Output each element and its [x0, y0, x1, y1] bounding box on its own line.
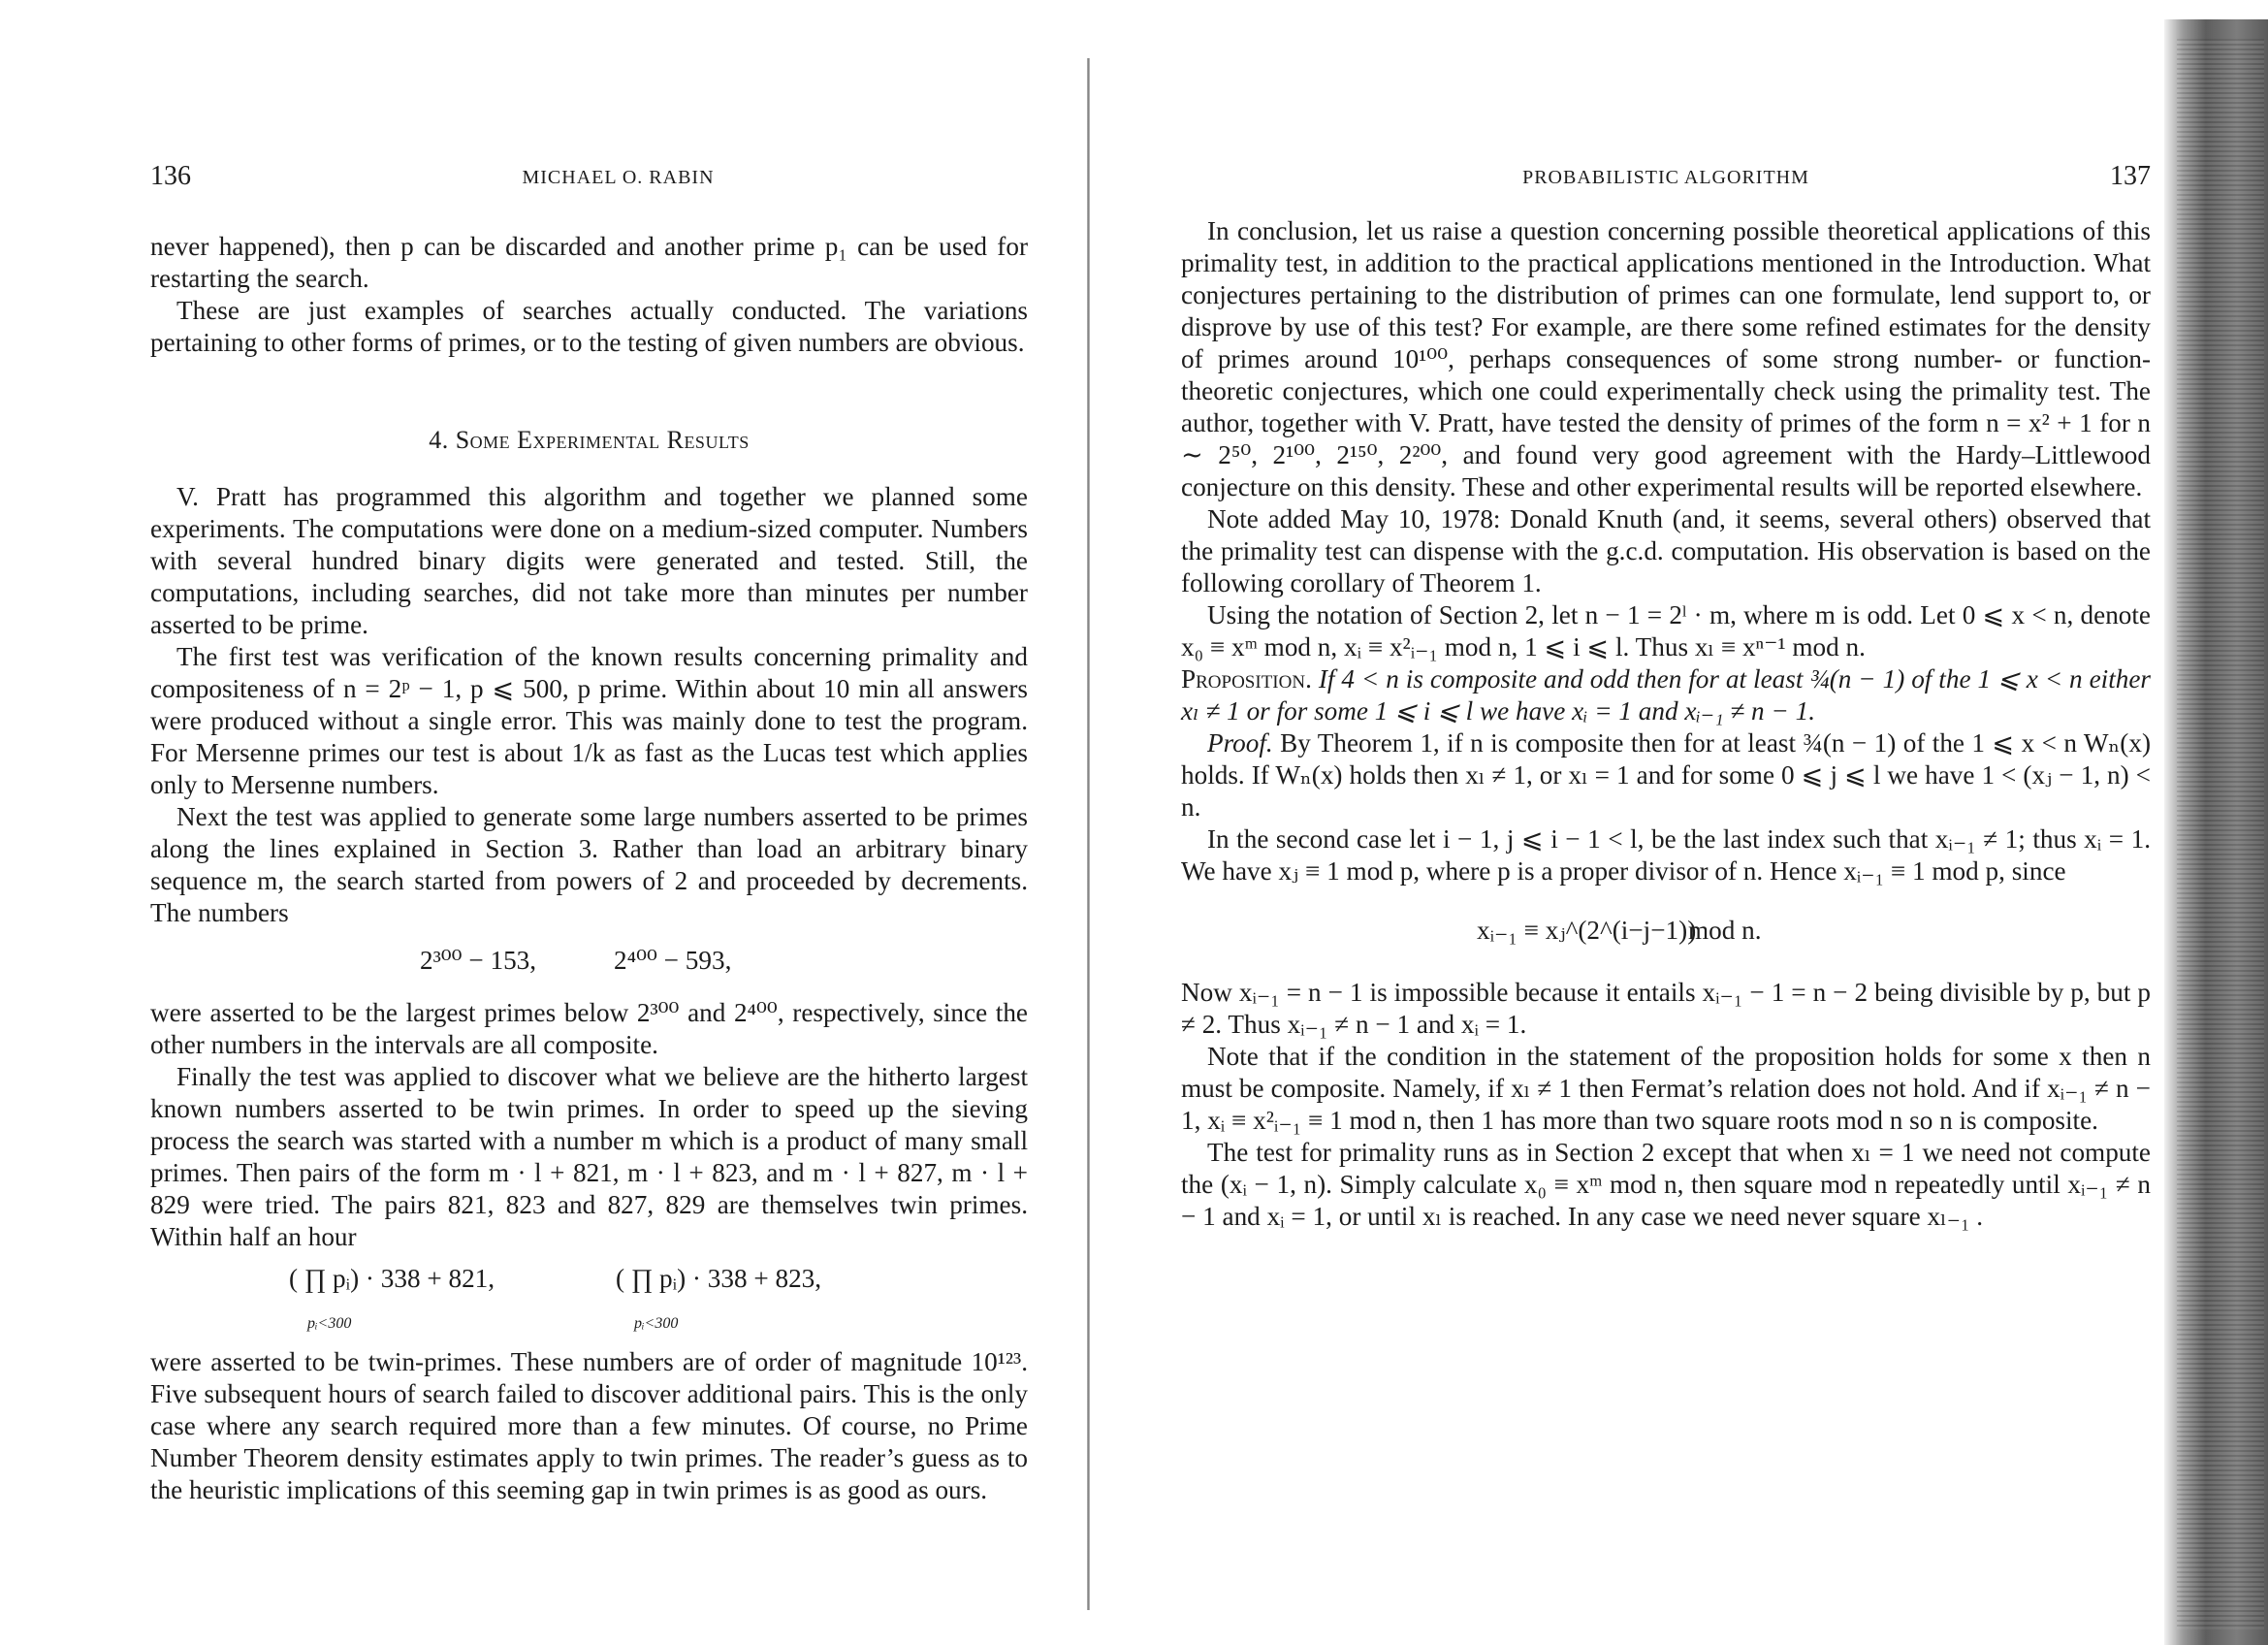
right-page [1181, 0, 2151, 1645]
proof-label: Proof. [1207, 728, 1273, 758]
paragraph: In conclusion, let us raise a question concerning possible theoretical applications of this primality test, in addition to the practical applications mentioned in the Introduction. What conjectures pertaining to the distribution of primes can one formulate, lend support to, or disprove by use of this test? For example, are there some refined estimates for the density of primes around 10¹⁰⁰, perhaps consequences of some strong number- or function-theoretic conjectures, which one could experimentally check using the primality test. The author, together with V. Pratt, have tested the density of primes of the form n = x² + 1 for n ∼ 2⁵⁰, 2¹⁰⁰, 2¹⁵⁰, 2²⁰⁰, and found very good agreement with the Hardy–Littlewood conjecture on this density. These and other experimental results will be reported elsewhere. [1181, 216, 2151, 501]
product-subscript: pᵢ<300 [307, 1315, 352, 1332]
right-running-title: PROBABILISTIC ALGORITHM [1522, 167, 1809, 188]
gutter-line [1087, 58, 1090, 1610]
section-heading: 4. Some Experimental Results [429, 426, 750, 454]
equation-term: 2⁴⁰⁰ − 593, [614, 946, 732, 975]
page-edge-texture [2177, 39, 2264, 1629]
right-body-text [1181, 215, 2151, 1233]
paragraph: were asserted to be the largest primes below 2³⁰⁰ and 2⁴⁰⁰, respectively, since the other numbers in the intervals are all composite. [150, 998, 1028, 1059]
display-equation-congruence [1181, 887, 2151, 977]
equation-rhs: mod n. [1688, 916, 1762, 945]
left-page-number: 136 [150, 161, 191, 191]
paragraph: Now xᵢ₋₁ = n − 1 is impossible because it entails xᵢ₋₁ − 1 = n − 2 being divisible by p, but p ≠ 2. Thus xᵢ₋₁ ≠ n − 1 and xᵢ = 1. [1181, 978, 2151, 1039]
left-page [150, 0, 1028, 1645]
proof-text: By Theorem 1, if n is composite then for at least ¾(n − 1) of the 1 ⩽ x < n Wₙ(x) holds. If Wₙ(x) holds then xₗ ≠ 1, or xₗ = 1 and for some 0 ⩽ j ⩽ l we have 1 < (xⱼ − 1, n) < n. [1181, 728, 2152, 822]
paragraph: Using the notation of Section 2, let n − 1 = 2ˡ · m, where m is odd. Let 0 ⩽ x < n, denote x₀ ≡ xᵐ mod n, xᵢ ≡ x²ᵢ₋₁ mod n, 1 ⩽ i ⩽ l. Thus xₗ ≡ xⁿ⁻¹ mod n. [1181, 600, 2151, 661]
proposition-label: Proposition. [1181, 664, 1312, 693]
paragraph: The test for primality runs as in Section 2 except that when xₗ = 1 we need not compute the (xᵢ − 1, n). Simply calculate x₀ ≡ xᵐ mod n, then square mod n repeatedly until xᵢ₋₁ ≠ n − 1 and xᵢ = 1, or until xₗ is reached. In any case we need never square xₗ₋₁ . [1181, 1138, 2151, 1231]
paragraph: were asserted to be twin-primes. These numbers are of order of magnitude 10¹²³. Five subsequent hours of search failed to discover additional pairs. This is the only case where any search required more than a few minutes. Of course, no Prime Number Theorem density estimates apply to twin primes. The reader’s guess as to the heuristic implications of this seeming gap in twin primes is as good as ours. [150, 1347, 1028, 1504]
paragraph: Next the test was applied to generate some large numbers asserted to be primes along the lines explained in Section 3. Rather than load an arbitrary binary sequence m, the search started from powers of 2 and proceeded by decrements. The numbers [150, 802, 1028, 927]
equation-term: ( ∏ pᵢ) · 338 + 823, [616, 1264, 822, 1293]
display-equation-twin-primes [150, 1253, 1028, 1346]
equation-term: 2³⁰⁰ − 153, [420, 946, 537, 975]
paragraph: Finally the test was applied to discover what we believe are the hitherto largest known numbers asserted to be twin primes. In order to speed up the sieving process the search was started with a number m which is a product of many small primes. Then pairs of the form m · l + 821, m · l + 823, and m · l + 827, m · l + 829 were tried. The pairs 821, 823 and 827, 829 are themselves twin primes. Within half an hour [150, 1062, 1028, 1251]
paragraph [1181, 727, 2151, 823]
proposition [1181, 663, 2151, 727]
paragraph: In the second case let i − 1, j ⩽ i − 1 < l, be the last index such that xᵢ₋₁ ≠ 1; thus xᵢ = 1. We have xⱼ ≡ 1 mod p, where p is a proper divisor of n. Hence xᵢ₋₁ ≡ 1 mod p, since [1181, 824, 2151, 886]
right-page-number: 137 [2110, 161, 2151, 191]
product-subscript: pᵢ<300 [634, 1315, 679, 1332]
left-running-head [150, 161, 1028, 206]
left-running-title: MICHAEL O. RABIN [522, 167, 715, 188]
equation-term: ( ∏ pᵢ) · 338 + 821, [289, 1264, 495, 1293]
paragraph: V. Pratt has programmed this algorithm and together we planned some experiments. The computations were done on a medium-sized computer. Numbers with several hundred binary digits were generated and tested. Still, the computations, including searches, did not take more than minutes per number asserted to be prime. [150, 482, 1028, 639]
paragraph: Note added May 10, 1978: Donald Knuth (and, it seems, several others) observed that the primality test can dispense with the g.c.d. computation. His observation is based on the following corollary of Theorem 1. [1181, 504, 2151, 597]
display-equation-primes [150, 929, 1028, 997]
left-body-text [150, 231, 1028, 1506]
paragraph: never happened), then p can be discarded and another prime p₁ can be used for restarting the search. [150, 232, 1028, 293]
equation-lhs: xᵢ₋₁ ≡ xⱼ^(2^(i−j−1)) [1477, 916, 1697, 945]
paragraph: The first test was verification of the known results concerning primality and compositeness of n = 2ᵖ − 1, p ⩽ 500, p prime. Within about 10 min all answers were produced without a single error. This was mainly done to test the program. For Mersenne primes our test is about 1/k as fast as the Lucas test which applies only to Mersenne numbers. [150, 642, 1028, 799]
proposition-statement: If 4 < n is composite and odd then for at least ¾(n − 1) of the 1 ⩽ x < n either xₗ ≠ 1 or for some 1 ⩽ i ⩽ l we have xᵢ = 1 and xᵢ₋₁ ≠ n − 1. [1181, 664, 2152, 726]
paragraph: Note that if the condition in the statement of the proposition holds for some x then n must be composite. Namely, if xₗ ≠ 1 then Fermat’s relation does not hold. And if xᵢ₋₁ ≠ n − 1, xᵢ ≡ x²ᵢ₋₁ ≡ 1 mod n, then 1 has more than two square roots mod n so n is composite. [1181, 1042, 2151, 1135]
paragraph: These are just examples of searches actually conducted. The variations pertaining to other forms of primes, or to the testing of given numbers are obvious. [150, 296, 1028, 357]
right-running-head [1181, 161, 2151, 206]
